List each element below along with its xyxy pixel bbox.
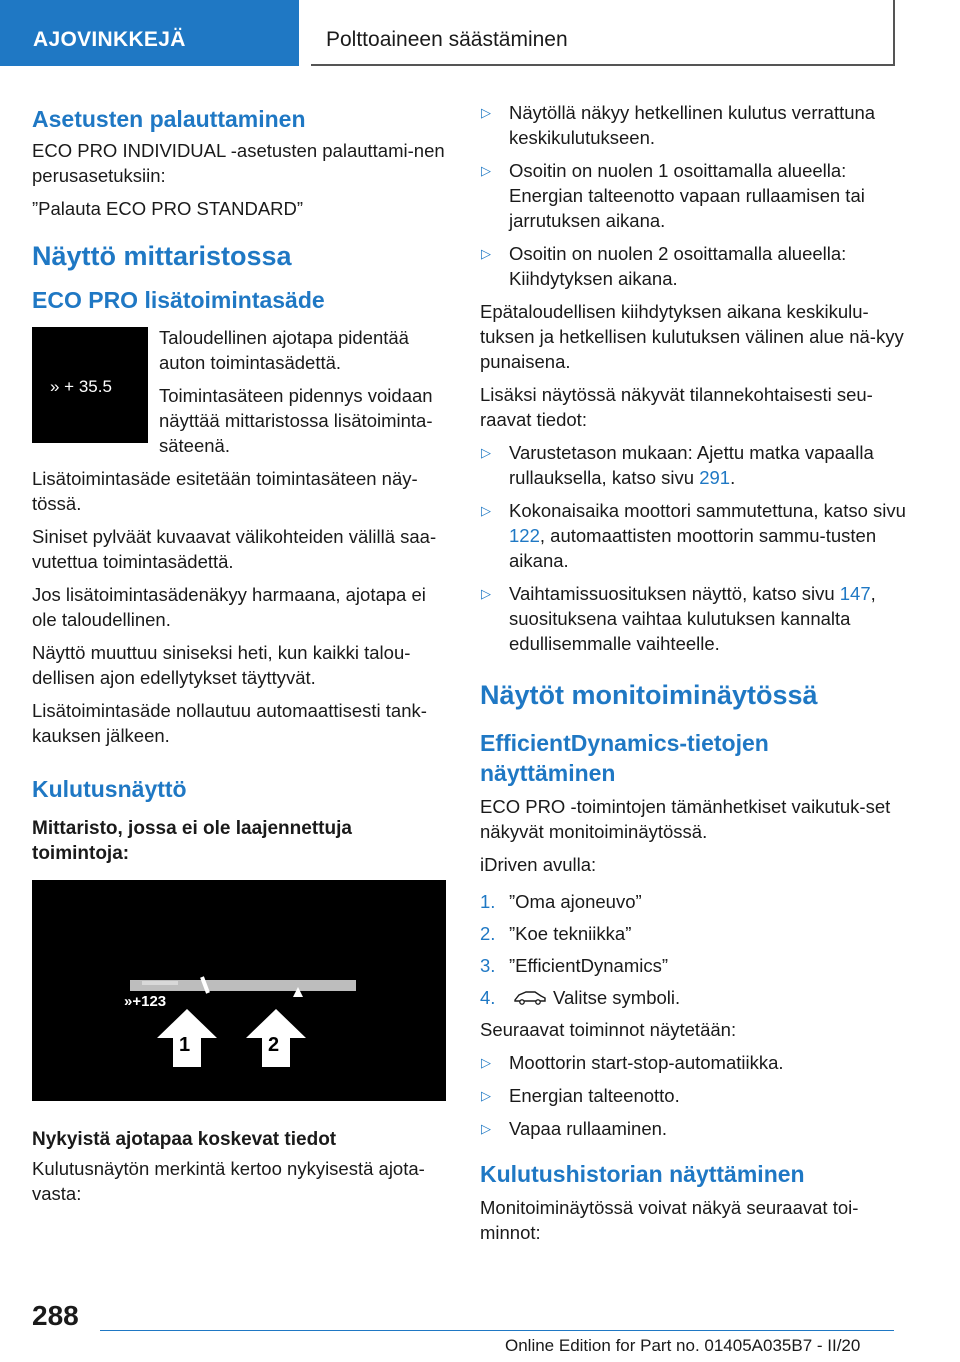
triangle-bullet-icon: ▷ <box>481 105 491 120</box>
step-item <box>480 921 908 946</box>
range-paragraph-5: Jos lisätoimintasädenäkyy harmaana, ajotapa ei ole taloudellinen. <box>32 584 426 630</box>
step-number: 1. <box>480 891 496 912</box>
list-item <box>480 581 908 656</box>
red-area-paragraph: Epätaloudellisen kiihdytyksen aikana keskikulu-tuksen ja hetkellisen kulutuksen välinen alue nä-kyy punaisena. <box>480 301 904 372</box>
efficientdynamics-paragraph-2: iDriven avulla: <box>480 854 597 875</box>
cluster-subheading: Mittaristo, jossa ei ole laajennettuja toimintoja: <box>32 818 352 864</box>
list-item <box>480 1083 908 1108</box>
reset-heading: Asetusten palauttaminen <box>32 106 306 132</box>
page-link-291[interactable]: 291 <box>699 467 731 488</box>
footer-edition: Online Edition for Part no. 01405A035B7 - II/20 <box>505 1336 861 1355</box>
list-item-text: Osoitin on nuolen 1 osoittamalla alueella: Energian talteenotto vapaan rullaamisen tai jarrutuksen aikana. <box>509 160 865 231</box>
range-display-image <box>32 327 148 443</box>
header-section-label: AJOVINKKEJÄ <box>33 28 186 51</box>
triangle-bullet-icon: ▷ <box>481 445 491 460</box>
header-topic-label: Polttoaineen säästäminen <box>326 28 568 51</box>
history-heading: Kulutushistorian näyttäminen <box>480 1161 805 1187</box>
step-item <box>480 985 908 1010</box>
list-item <box>480 241 908 291</box>
reset-paragraph-2: ”Palauta ECO PRO STANDARD” <box>32 198 304 219</box>
efficientdynamics-heading: EfficientDynamics-tietojen näyttäminen <box>480 730 769 786</box>
consumption-gauge-image <box>32 880 446 1101</box>
monitor-heading: Näytöt monitoiminäytössä <box>480 680 818 710</box>
header-section-tab <box>0 0 299 66</box>
range-paragraph-7: Lisätoimintasäde nollautuu automaattisesti tank-kauksen jälkeen. <box>32 700 427 746</box>
step-item <box>480 953 908 978</box>
step-number: 3. <box>480 955 496 976</box>
page-number: 288 <box>32 1300 79 1331</box>
list-item-text: Energian talteenotto. <box>509 1085 680 1106</box>
gauge-info-list <box>480 100 908 291</box>
list-item-text-end: . <box>730 467 736 488</box>
list-item-text: Moottorin start-stop-automatiikka. <box>509 1052 784 1073</box>
page-link-147[interactable]: 147 <box>839 583 871 604</box>
efficientdynamics-paragraph-1: ECO PRO -toimintojen tämänhetkiset vaikutuk-set näkyvät monitoiminäytössä. <box>480 796 891 842</box>
right-column <box>480 100 908 1253</box>
step-text: ”Oma ajoneuvo” <box>509 891 642 912</box>
list-item-text-end: , suosituksena vaihtaa kulutuksen kannalta edullisemmalle vaihteelle. <box>509 583 876 654</box>
triangle-bullet-icon: ▷ <box>481 503 491 518</box>
step-number: 4. <box>480 987 496 1008</box>
header-topic-tab <box>311 0 895 66</box>
step-text: Valitse symboli. <box>553 987 681 1008</box>
list-item-text: Varustetason mukaan: Ajettu matka vapaalla rullauksella, katso sivu <box>509 442 874 488</box>
list-item <box>480 498 908 573</box>
triangle-bullet-icon: ▷ <box>481 1055 491 1070</box>
footer-divider <box>100 1330 894 1331</box>
range-display-readout: » + 35.5 <box>50 377 112 396</box>
idrive-steps <box>480 889 908 1010</box>
functions-shown-paragraph: Seuraavat toiminnot näytetään: <box>480 1019 737 1040</box>
list-item <box>480 440 908 490</box>
gauge-readout: »+123 <box>124 993 167 1010</box>
current-driving-paragraph: Kulutusnäytön merkintä kertoo nykyisestä ajota-vasta: <box>32 1158 425 1204</box>
fuel-pump-icon <box>142 981 178 985</box>
step-item <box>480 889 908 914</box>
triangle-bullet-icon: ▷ <box>481 586 491 601</box>
list-item <box>480 1116 908 1141</box>
situational-info-list <box>480 440 908 656</box>
list-item <box>480 1050 908 1075</box>
list-item-text: Kokonaisaika moottori sammutettuna, katso sivu <box>509 500 906 521</box>
consumption-heading: Kulutusnäyttö <box>32 776 187 802</box>
step-text: ”Koe tekniikka” <box>509 923 632 944</box>
triangle-bullet-icon: ▷ <box>481 163 491 178</box>
left-column <box>32 100 446 1214</box>
page-link-122[interactable]: 122 <box>509 525 540 546</box>
current-driving-subheading: Nykyistä ajotapaa koskevat tiedot <box>32 1129 337 1150</box>
list-item-text: Vaihtamissuosituksen näyttö, katso sivu <box>509 583 840 604</box>
range-paragraph-6: Näyttö muuttuu siniseksi heti, kun kaikki talou-dellisen ajon edellytykset täyttyvät. <box>32 642 411 688</box>
step-number: 2. <box>480 923 496 944</box>
consumption-gauge-graphic <box>32 880 446 1101</box>
step-text: ”EfficientDynamics” <box>509 955 669 976</box>
list-item-text: Vapaa rullaaminen. <box>509 1118 668 1139</box>
arrow-1-label: 1 <box>179 1034 191 1056</box>
triangle-bullet-icon: ▷ <box>481 1088 491 1103</box>
situational-info-paragraph: Lisäksi näytössä näkyvät tilannekohtaisesti seu-raavat tiedot: <box>480 384 873 430</box>
triangle-bullet-icon: ▷ <box>481 246 491 261</box>
list-item <box>480 100 908 150</box>
range-paragraph-1: Taloudellinen ajotapa pidentää auton toimintasädettä. <box>159 327 409 373</box>
range-paragraph-2: Toimintasäteen pidennys voidaan näyttää mittaristossa lisätoiminta-säteenä. <box>159 385 433 456</box>
triangle-bullet-icon: ▷ <box>481 1121 491 1136</box>
list-item-text: Näytöllä näkyy hetkellinen kulutus verrattuna keskikulutukseen. <box>509 102 876 148</box>
reset-paragraph-1: ECO PRO INDIVIDUAL -asetusten palauttami-nen perusasetuksiin: <box>32 140 445 186</box>
car-icon <box>513 988 547 1006</box>
list-item-text-end: , automaattisten moottorin sammu-tusten aikana. <box>509 525 877 571</box>
display-heading: Näyttö mittaristossa <box>32 241 292 271</box>
list-item <box>480 158 908 233</box>
history-paragraph: Monitoiminäytössä voivat näkyä seuraavat toi-minnot: <box>480 1197 859 1243</box>
range-heading: ECO PRO lisätoimintasäde <box>32 287 325 313</box>
range-paragraph-4: Siniset pylväät kuvaavat välikohteiden välillä saa-vutettua toimintasädettä. <box>32 526 437 572</box>
functions-list <box>480 1050 908 1141</box>
list-item-text: Osoitin on nuolen 2 osoittamalla alueella: Kiihdytyksen aikana. <box>509 243 847 289</box>
arrow-2-label: 2 <box>268 1034 280 1056</box>
range-paragraph-3: Lisätoimintasäde esitetään toimintasäteen näy-tössä. <box>32 468 418 514</box>
